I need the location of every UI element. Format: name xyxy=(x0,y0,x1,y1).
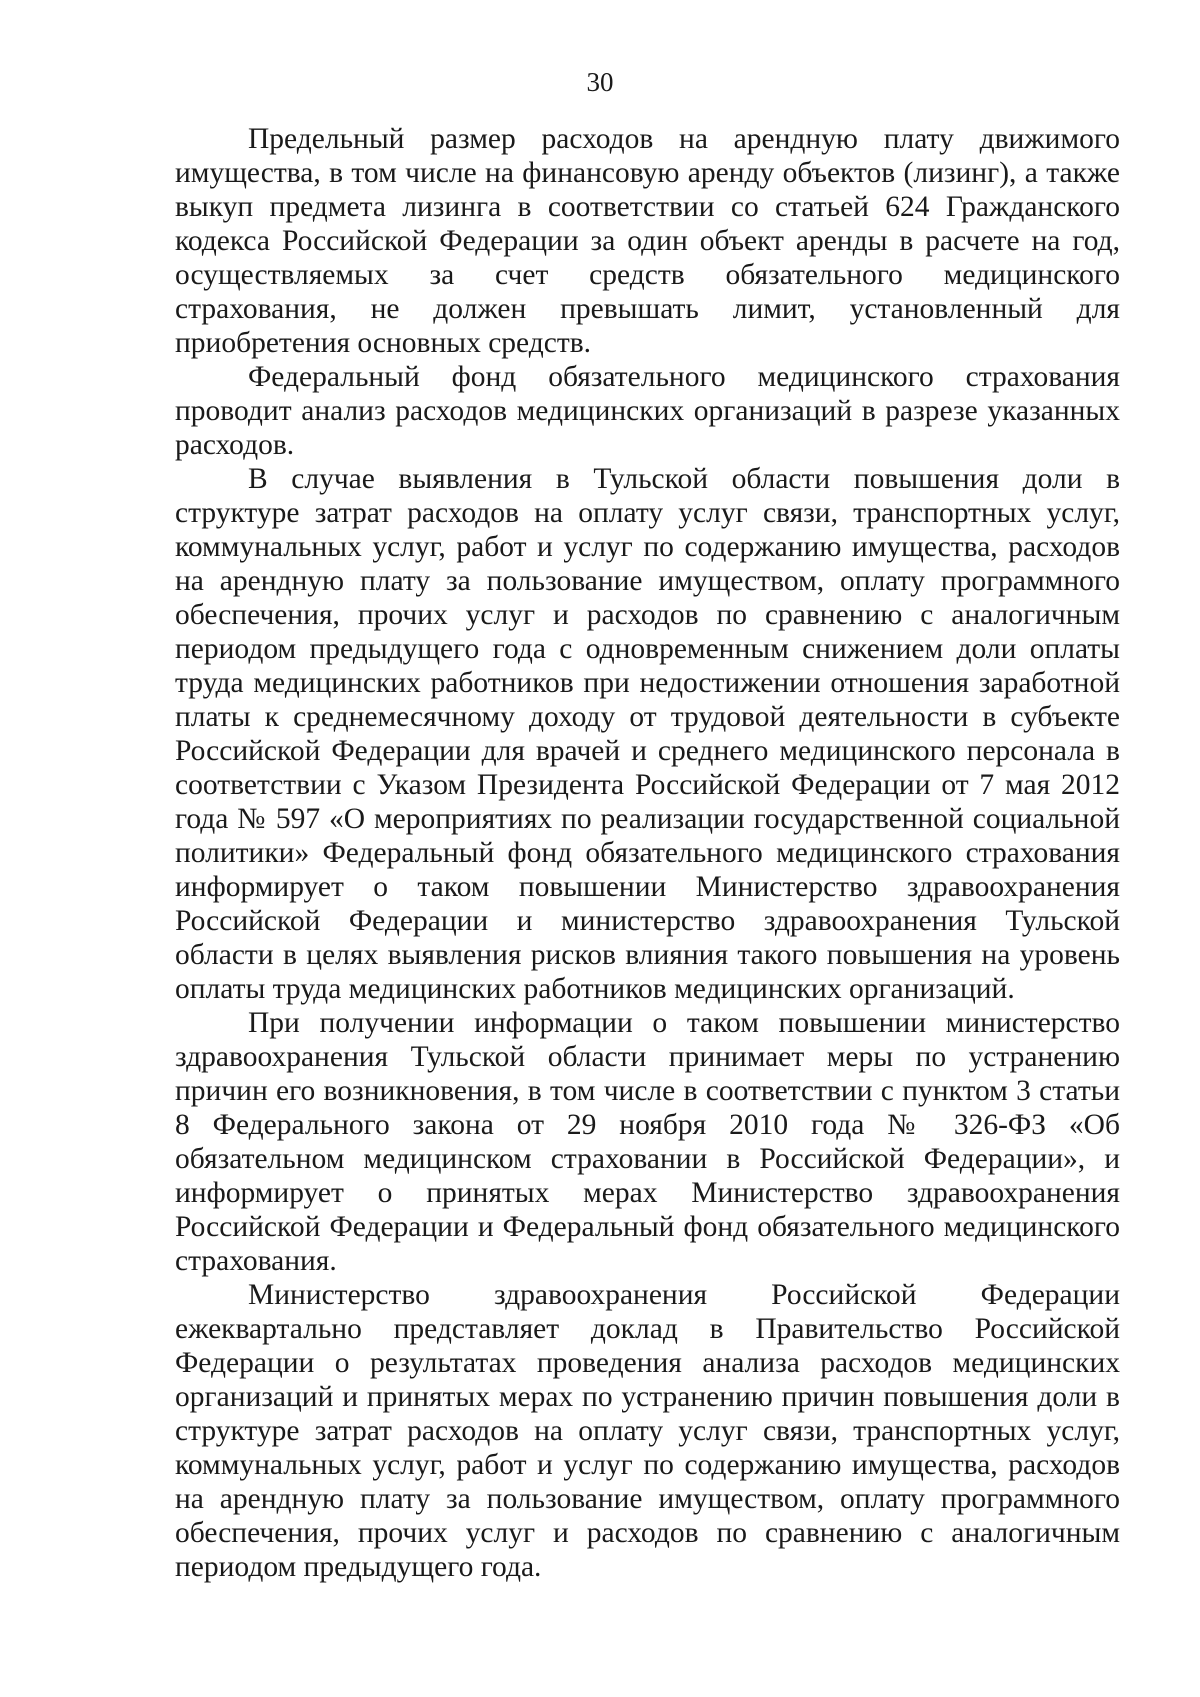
paragraph-fund-analysis: Федеральный фонд обязательного медицинского страхования проводит анализ расходов медицинских организаций в разрезе указанных расходов. xyxy=(175,361,1120,461)
paragraph-ministry-measures: При получении информации о таком повышении министерство здравоохранения Тульской области принимает меры по устранению причин его возникновения, в том числе в соответствии с пунктом 3 статьи 8 Федерального закона от 29 ноября 2010 года № 326-ФЗ «Об обязательном медицинском страховании в Российской Федерации», и информирует о принятых мерах Министерство здравоохранения Российской Федерации и Федеральный фонд обязательного медицинского страхования. xyxy=(175,1007,1120,1277)
page-number: 30 xyxy=(586,67,614,97)
document-body xyxy=(175,122,1120,1584)
paragraph-cost-increase: В случае выявления в Тульской области повышения доли в структуре затрат расходов на оплату услуг связи, транспортных услуг, коммунальных услуг, работ и услуг по содержанию имущества, расходов на арендную плату за пользование имуществом, оплату программного обеспечения, прочих услуг и расходов по сравнению с аналогичным периодом предыдущего года с одновременным снижением доли оплаты труда медицинских работников при недостижении отношения заработной платы к среднемесячному доходу от трудовой деятельности в субъекте Российской Федерации для врачей и среднего медицинского персонала в соответствии с Указом Президента Российской Федерации от 7 мая 2012 года № 597 «О мероприятиях по реализации государственной социальной политики» Федеральный фонд обязательного медицинского страхования информирует о таком повышении Министерство здравоохранения Российской Федерации и министерство здравоохранения Тульской области в целях выявления рисков влияния такого повышения на уровень оплаты труда медицинских работников медицинских организаций. xyxy=(175,463,1120,1005)
paragraph-lease-limit: Предельный размер расходов на арендную плату движимого имущества, в том числе на финансовую аренду объектов (лизинг), а также выкуп предмета лизинга в соответствии со статьей 624 Гражданского кодекса Российской Федерации за один объект аренды в расчете на год, осуществляемых за счет средств обязательного медицинского страхования, не должен превышать лимит, установленный для приобретения основных средств. xyxy=(175,123,1120,359)
paragraph-quarterly-report: Министерство здравоохранения Российской Федерации ежеквартально представляет доклад в Правительство Российской Федерации о результатах проведения анализа расходов медицинских организаций и принятых мерах по устранению причин повышения доли в структуре затрат расходов на оплату услуг связи, транспортных услуг, коммунальных услуг, работ и услуг по содержанию имущества, расходов на арендную плату за пользование имуществом, оплату программного обеспечения, прочих услуг и расходов по сравнению с аналогичным периодом предыдущего года. xyxy=(175,1279,1120,1583)
